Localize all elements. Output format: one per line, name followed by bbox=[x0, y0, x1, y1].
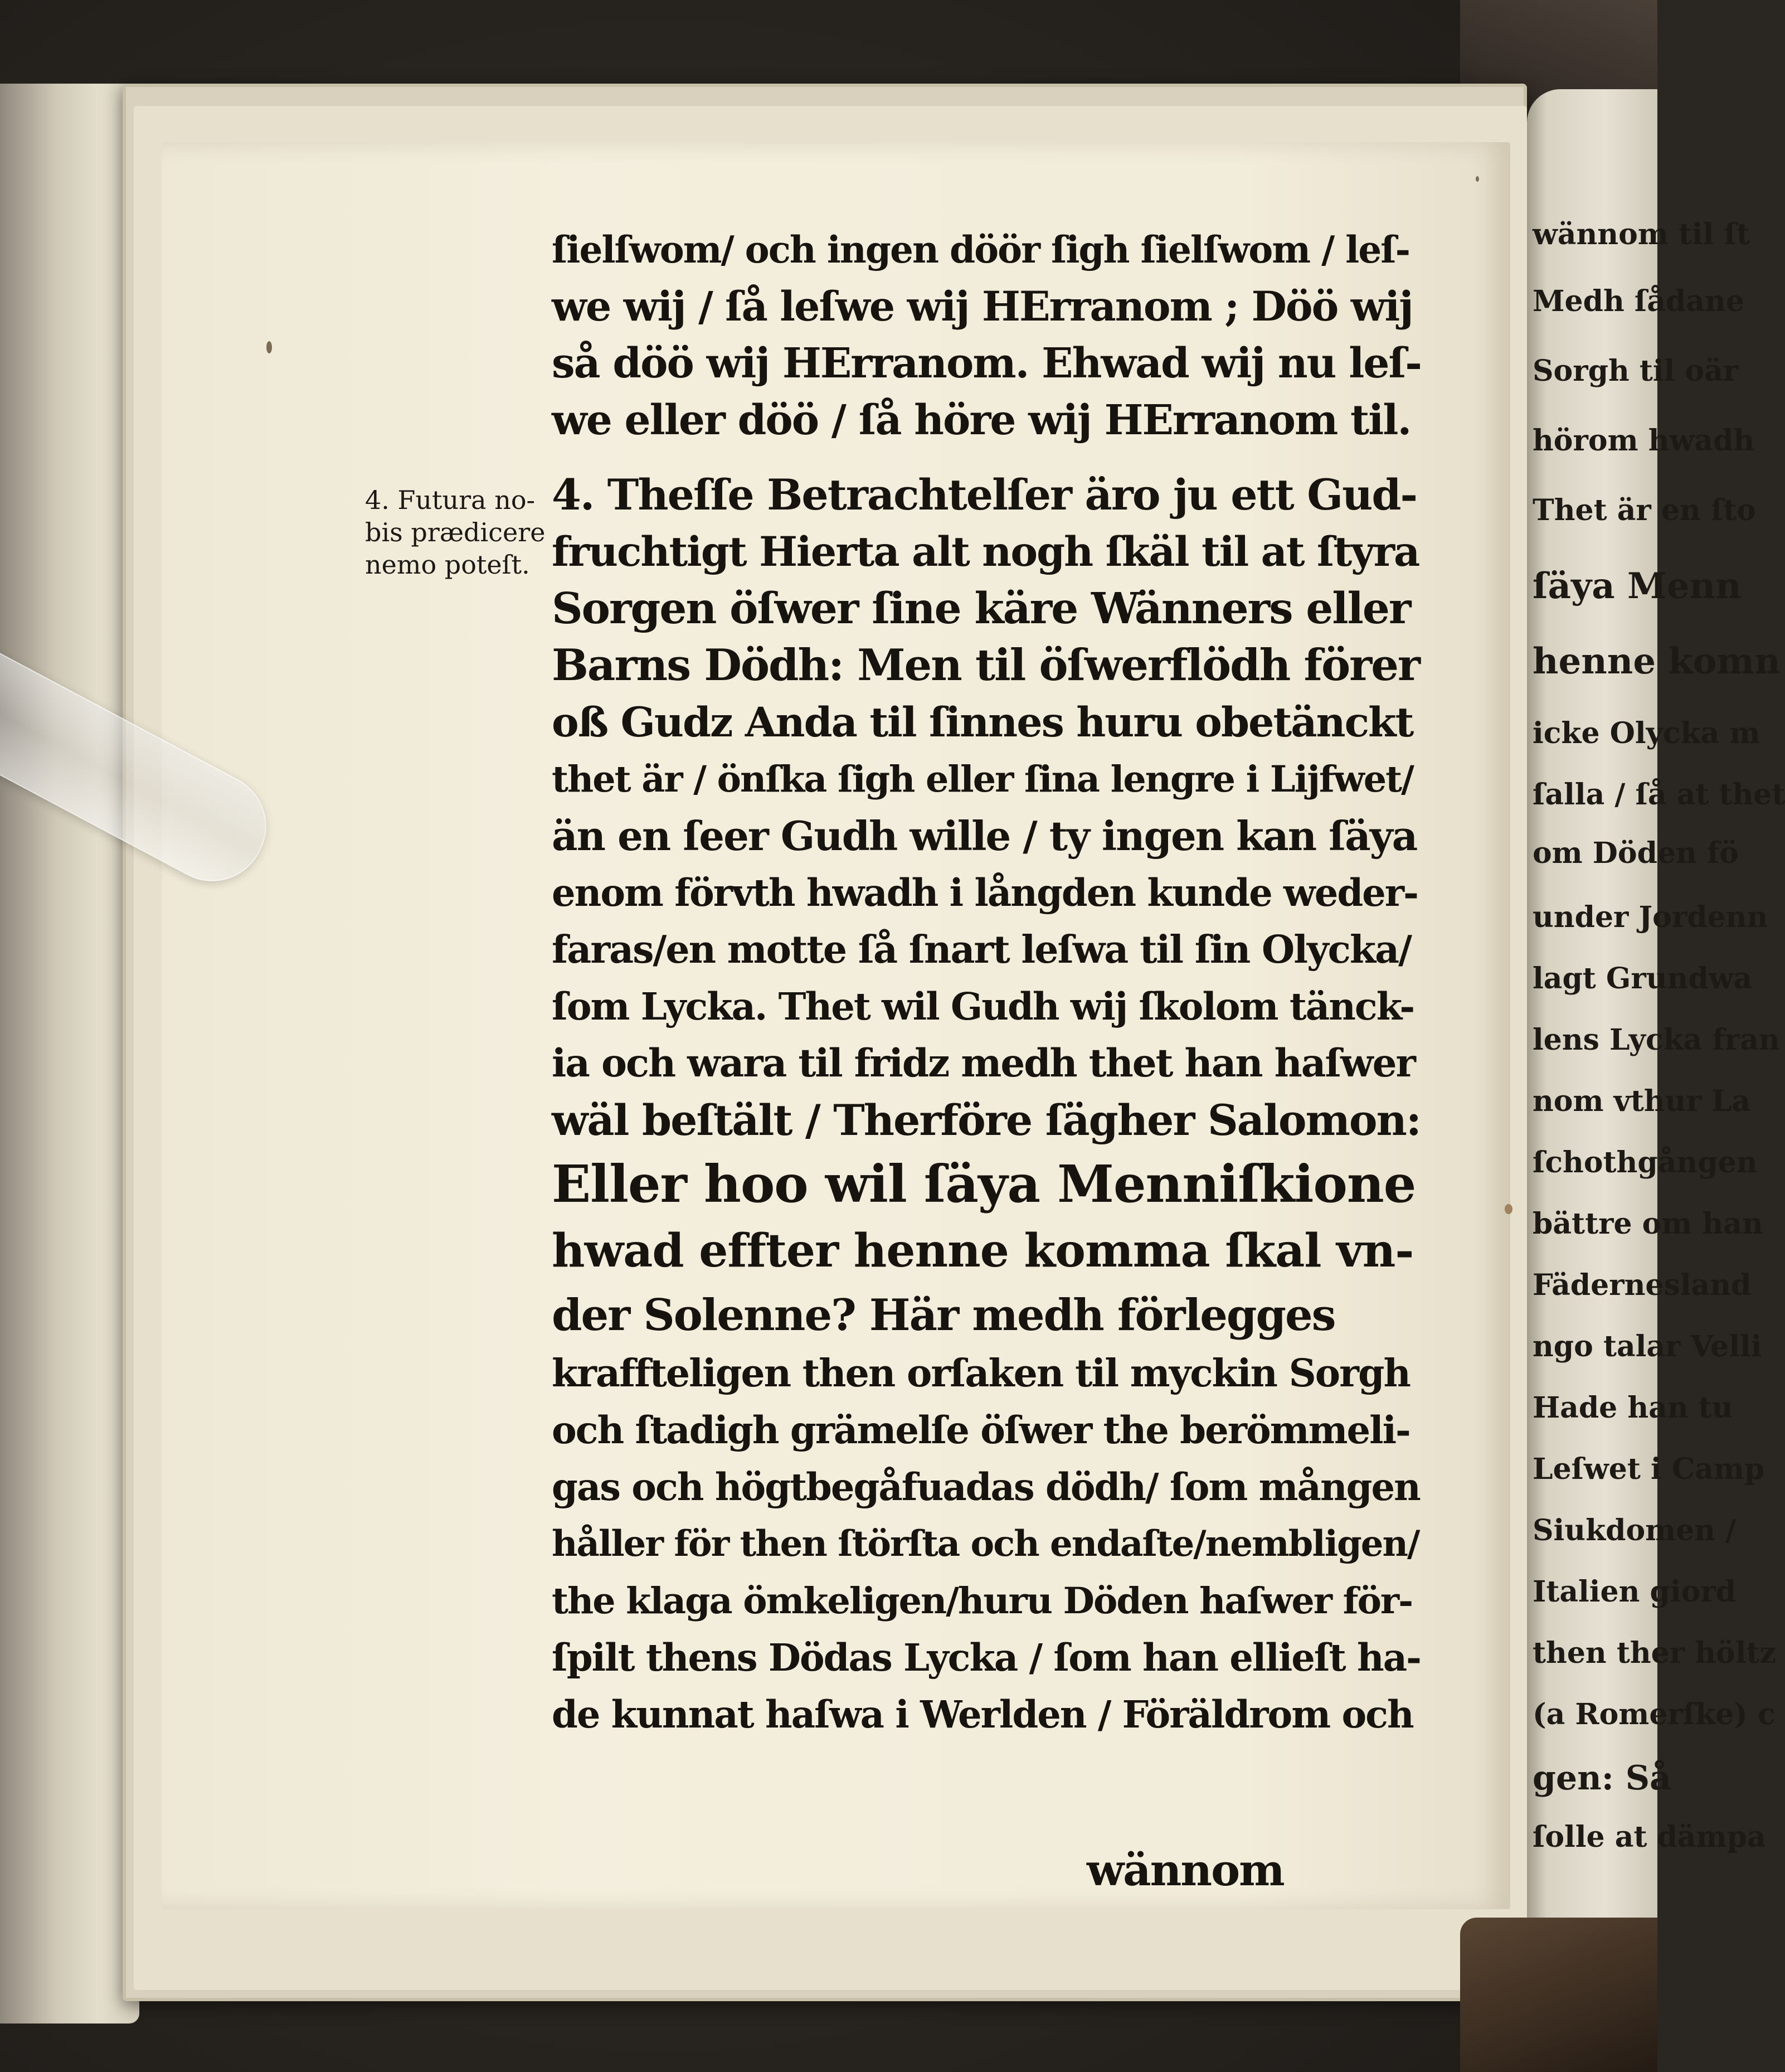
next-page-line: nom vthur La bbox=[1533, 1084, 1751, 1118]
next-page-line: Siukdomen / bbox=[1533, 1513, 1737, 1547]
marginal-note-line: bis prædicere bbox=[365, 517, 546, 547]
text-line: wäl beſtält / Therföre ſägher Salomon: bbox=[552, 1095, 1421, 1145]
next-page-line: then ther höltz bbox=[1533, 1636, 1777, 1670]
text-line: the klaga ömkeligen/huru Döden haſwer för- bbox=[552, 1580, 1413, 1622]
next-page-line: hörom hwadh bbox=[1533, 424, 1755, 458]
text-line: we wij / ſå leſwe wij HErranom ; Döö wij bbox=[552, 283, 1413, 331]
scripture-quote-line: Eller hoo wil ſäya Menniſkione bbox=[552, 1154, 1416, 1214]
text-line: der Solenne? Här medh förlegges bbox=[552, 1290, 1335, 1341]
binding-strap-bottom bbox=[1460, 1918, 1657, 2072]
paper-speck bbox=[1505, 1204, 1512, 1214]
next-page-edge bbox=[1527, 89, 1785, 2018]
paper-speck bbox=[266, 341, 272, 353]
text-line: ſpilt thens Dödas Lycka / ſom han ellieſt ha- bbox=[552, 1636, 1421, 1680]
next-page-line: Italien giord bbox=[1533, 1575, 1737, 1609]
text-line: enom förvth hwadh i långden kunde weder- bbox=[552, 871, 1418, 915]
marginal-note-line: nemo poteſt. bbox=[365, 550, 530, 580]
text-line: thet är / önſka ſigh eller ſina lengre i Lijfwet/ bbox=[552, 758, 1413, 800]
text-line: faras/en motte ſå ſnart leſwa til ſin Olycka/ bbox=[552, 928, 1411, 972]
text-line: fruchtigt Hierta alt nogh ſkäl til at ſtyra bbox=[552, 528, 1419, 576]
next-page-line: Leſwet i Camp bbox=[1533, 1452, 1765, 1486]
next-page-line: Medh ſådane bbox=[1533, 284, 1744, 318]
next-page-line: icke Olycka m bbox=[1533, 716, 1760, 750]
next-page-line: ſolle at dämpa bbox=[1533, 1820, 1766, 1854]
text-line: håller för then ſtörſta och endaſte/nembligen/ bbox=[552, 1523, 1419, 1565]
text-line: de kunnat haſwa i Werlden / Föräldrom och bbox=[552, 1692, 1413, 1736]
next-page-line: Fädernesland bbox=[1533, 1268, 1752, 1302]
text-line: gas och högtbegåfuadas dödh/ ſom mången bbox=[552, 1465, 1420, 1509]
text-line: ſom Lycka. Thet wil Gudh wij ſkolom tänck- bbox=[552, 984, 1414, 1028]
left-cover-binding bbox=[0, 84, 139, 2024]
next-page-line: bättre om han bbox=[1533, 1207, 1763, 1241]
next-page-line: ſäya Menn bbox=[1533, 565, 1742, 607]
text-line: Barns Dödh: Men til öſwerflödh förer bbox=[552, 640, 1419, 691]
marginal-note bbox=[365, 484, 546, 581]
next-page-line: wännom til ſt bbox=[1533, 217, 1750, 251]
text-line: kraffteligen then orſaken til myckin Sorgh bbox=[552, 1351, 1410, 1396]
next-page-line: ſalla / ſå at thet bbox=[1533, 778, 1785, 812]
next-page-line: Hade han tu bbox=[1533, 1391, 1733, 1425]
next-page-line: (a Romerſke) c bbox=[1533, 1697, 1776, 1731]
next-page-line: gen: Så bbox=[1533, 1759, 1671, 1798]
next-page-line: ngo talar Velli bbox=[1533, 1329, 1762, 1363]
next-page-line: henne komn bbox=[1533, 640, 1781, 682]
paragraph-start-line: 4. Theſſe Betrachtelſer äro ju ett Gud- bbox=[552, 470, 1417, 520]
next-page-line: lens Lycka fran bbox=[1533, 1023, 1780, 1057]
next-page-line: Sorgh til oär bbox=[1533, 354, 1739, 388]
text-line: Sorgen öſwer ſine käre Wänners eller bbox=[552, 584, 1411, 634]
next-page-line: lagt Grundwa bbox=[1533, 962, 1753, 996]
catchword: wännom bbox=[1087, 1845, 1284, 1896]
text-line: oß Gudz Anda til ſinnes huru obetänckt bbox=[552, 698, 1413, 746]
text-line: we eller döö / ſå höre wij HErranom til. bbox=[552, 396, 1411, 444]
marginal-note-line: 4. Futura no- bbox=[365, 485, 536, 515]
next-page-line: ſchothgången bbox=[1533, 1146, 1758, 1180]
text-line: ſielſwom/ och ingen döör ſigh ſielſwom / leſ- bbox=[552, 228, 1410, 271]
next-page-line: om Döden fö bbox=[1533, 836, 1739, 870]
text-line: än en ſeer Gudh wille / ty ingen kan ſäya bbox=[552, 812, 1417, 860]
text-line: så döö wij HErranom. Ehwad wij nu leſ- bbox=[552, 339, 1421, 387]
paper-speck bbox=[1476, 176, 1479, 182]
text-line: och ſtadigh grämelſe öſwer the berömmeli- bbox=[552, 1408, 1410, 1452]
next-page-line: under Jordenn bbox=[1533, 900, 1768, 934]
text-line: ia och wara til fridz medh thet han haſwer bbox=[552, 1041, 1415, 1086]
scripture-quote-line: hwad effter henne komma ſkal vn- bbox=[552, 1224, 1414, 1278]
next-page-line: Thet är en ſto bbox=[1533, 493, 1756, 527]
